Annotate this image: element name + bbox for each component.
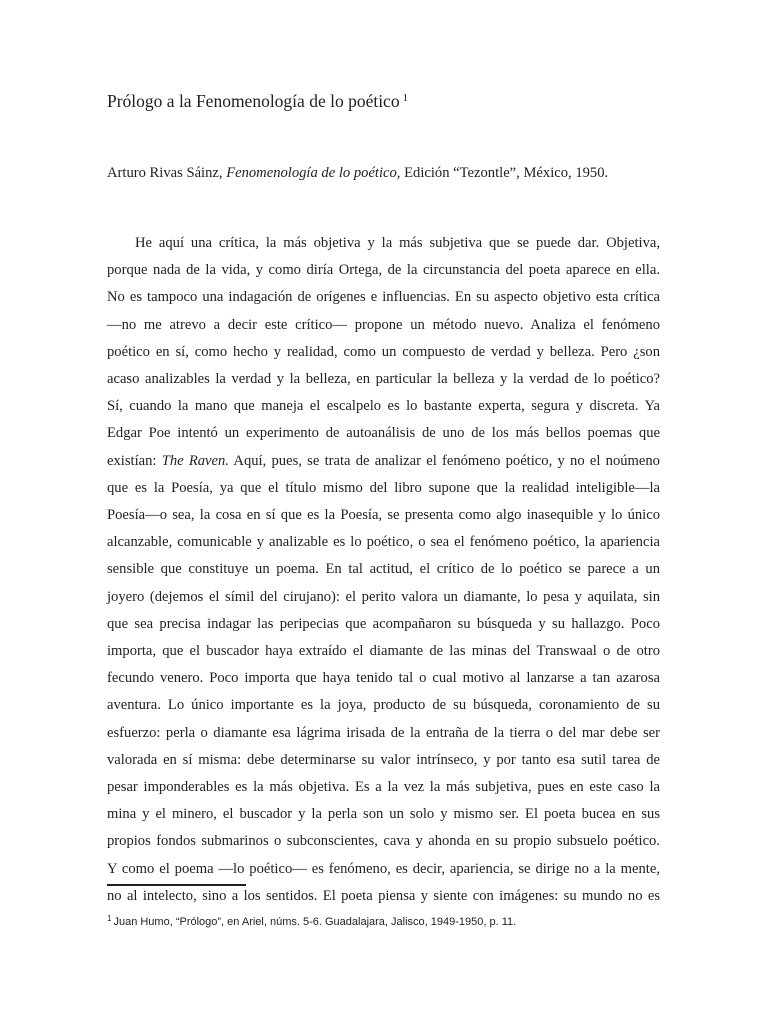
- footnote-divider: [107, 884, 246, 886]
- body-line: [107, 451, 660, 471]
- body-line: pesar imponderables es la más objetiva. Es a la vez la más subjetiva, pues en este caso la: [107, 779, 660, 795]
- body-line: que es la Poesía, ya que el título mismo del libro supone que la realidad inteligible—la: [107, 479, 660, 496]
- body-line: joyero (dejemos el símil del cirujano): el perito valora un diamante, lo pesa y aquilata, sin: [107, 588, 660, 605]
- body-line: valorada en sí misma: debe determinarse su valor intrínseco, y por tanto esa sutil tarea de: [107, 751, 660, 768]
- body-line: esfuerzo: perla o diamante esa lágrima irisada de la entraña de la tierra o del mar debe ser: [107, 724, 660, 741]
- body-line: Poesía—o sea, la cosa en sí que es la Poesía, se presenta como algo inasequible y lo único: [107, 507, 660, 523]
- document-title: [107, 91, 408, 112]
- body-line: No es tampoco una indagación de orígenes e influencias. En su aspecto objetivo esta crítica: [107, 289, 660, 306]
- footnote: [107, 914, 516, 928]
- footnote-number: 1: [107, 914, 112, 923]
- italic-title: The Raven.: [161, 452, 229, 469]
- title-text: Prólogo a la Fenomenología de lo poético: [107, 91, 400, 111]
- body-line: Y como el poema —lo poético— es fenómeno, es decir, apariencia, se dirige no a la mente,: [107, 860, 660, 877]
- body-line: fecundo venero. Poco importa que haya tenido tal o cual motivo al lanzarse a tan azarosa: [107, 670, 660, 687]
- body-line: He aquí una crítica, la más objetiva y la más subjetiva que se puede dar. Objetiva,: [135, 235, 660, 251]
- source-author: Arturo Rivas Sáinz,: [107, 165, 223, 181]
- body-line: sensible que constituye un poema. En tal actitud, el crítico de lo poético se parece a un: [107, 561, 660, 578]
- body-line: poético en sí, como hecho y realidad, como un compuesto de verdad y belleza. Pero ¿son: [107, 343, 660, 360]
- body-line: propios fondos submarinos o subconscientes, cava y ahonda en su propio subsuelo poético.: [107, 833, 660, 850]
- body-line: Sí, cuando la mano que maneja el escalpelo es lo bastante experta, segura y discreta. Ya: [107, 398, 660, 415]
- body-line: aventura. Lo único importante es la joya, producto de su búsqueda, coronamiento de su: [107, 697, 660, 714]
- source-work: Fenomenología de lo poético,: [226, 165, 401, 181]
- footnote-text: Juan Humo, “Prólogo”, en Ariel, núms. 5-6. Guadalajara, Jalisco, 1949-1950, p. 11.: [113, 916, 517, 928]
- body-line: acaso analizables la verdad y la belleza, en particular la belleza y la verdad de lo poético?: [107, 371, 660, 387]
- body-line: importa, que el buscador haya extraído el diamante de las minas del Transwaal o de otro: [107, 643, 660, 659]
- footnote-reference[interactable]: 1: [402, 92, 409, 104]
- body-text-segment: Aquí, pues, se trata de analizar el fenómeno poético, y no el noúmeno: [228, 452, 660, 469]
- source-publisher: Edición “Tezontle”, México, 1950.: [404, 165, 609, 181]
- body-line: no al intelecto, sino a los sentidos. El poeta piensa y siente con imágenes: su mundo no es: [107, 887, 660, 904]
- body-line: porque nada de la vida, y como diría Ortega, de la circunstancia del poeta aparece en ella.: [107, 262, 660, 279]
- body-line: alcanzable, comunicable y analizable es lo poético, o sea el fenómeno poético, la apariencia: [107, 534, 660, 551]
- source-citation: [107, 165, 608, 182]
- body-line: Edgar Poe intentó un experimento de autoanálisis de uno de los más bellos poemas que: [107, 425, 660, 442]
- body-text-segment: existían:: [107, 452, 162, 469]
- body-line: —no me atrevo a decir este crítico— propone un método nuevo. Analiza el fenómeno: [107, 316, 660, 333]
- body-line: mina y el minero, el buscador y la perla son un solo y mismo ser. El poeta bucea en sus: [107, 806, 660, 823]
- body-line: que sea precisa indagar las peripecias que acompañaron su búsqueda y su hallazgo. Poco: [107, 615, 660, 632]
